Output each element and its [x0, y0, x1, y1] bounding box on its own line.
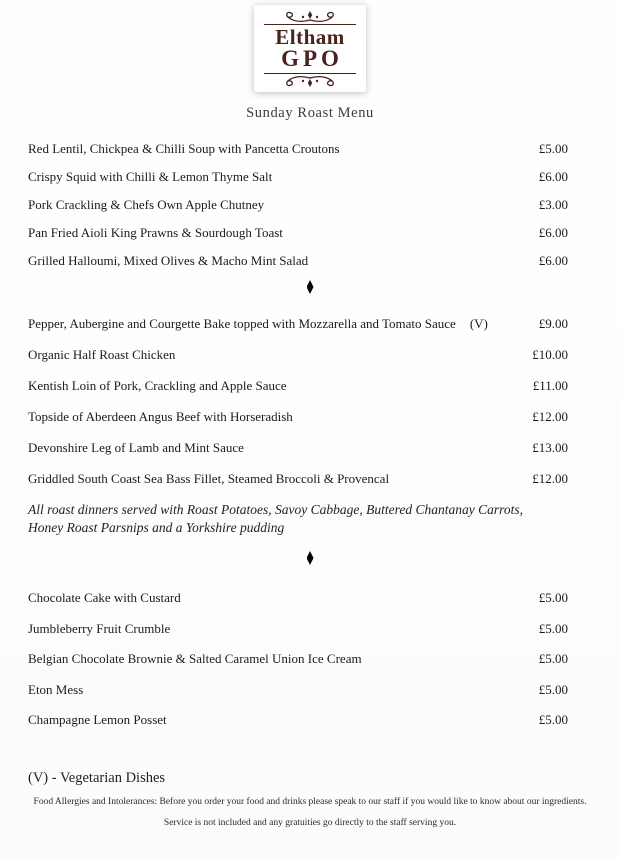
- menu-item-name: [28, 620, 170, 637]
- mains-section: [0, 315, 620, 487]
- menu-item-name: [28, 439, 244, 456]
- menu-item-name: [28, 168, 272, 185]
- menu-item-name: [28, 196, 264, 213]
- allergy-note: Food Allergies and Intolerances: Before you order your food and drinks please speak to our staff if you would like to know about our ingredients.: [33, 797, 587, 807]
- menu-item-row: [28, 681, 568, 698]
- menu-item-row: [28, 168, 568, 185]
- logo-text-line1: Eltham: [275, 25, 345, 49]
- menu-item-label: Jumbleberry Fruit Crumble: [28, 620, 171, 636]
- menu-item-label: Griddled South Coast Sea Bass Fillet, Steamed Broccoli & Provencal: [28, 471, 390, 486]
- vegetarian-tag: (V): [469, 316, 488, 331]
- menu-item-price: £6.00: [538, 169, 568, 184]
- menu-item-name: [28, 589, 181, 606]
- menu-item-row: [28, 252, 568, 269]
- menu-item-price: £5.00: [538, 141, 568, 156]
- menu-item-label: Eton Mess: [28, 681, 84, 697]
- section-divider: [0, 551, 620, 565]
- menu-item-label: Red Lentil, Chickpea & Chilli Soup with Pancetta Croutons: [28, 141, 340, 156]
- menu-item-price: £10.00: [532, 347, 568, 362]
- menu-item-name: [28, 408, 293, 425]
- menu-item-row: [28, 315, 568, 332]
- menu-item-row: [28, 470, 568, 487]
- menu-item-name: [28, 470, 389, 487]
- desserts-section: [0, 589, 620, 728]
- menu-item-row: [28, 408, 568, 425]
- menu-item-price: £6.00: [538, 253, 568, 268]
- menu-item-label: Crispy Squid with Chilli & Lemon Thyme Salt: [28, 169, 273, 184]
- diamond-divider-icon: [307, 551, 314, 565]
- menu-item-price: £6.00: [538, 225, 568, 240]
- menu-item-row: [28, 196, 568, 213]
- menu-item-label: Devonshire Leg of Lamb and Mint Sauce: [28, 440, 244, 455]
- menu-item-label: Pork Crackling & Chefs Own Apple Chutney: [28, 197, 265, 212]
- menu-item-row: [28, 439, 568, 456]
- menu-item-price: £5.00: [538, 712, 568, 727]
- restaurant-logo: [254, 5, 366, 92]
- logo-bottom-rule: [264, 73, 356, 74]
- menu-item-row: [28, 140, 568, 157]
- menu-item-label: Organic Half Roast Chicken: [28, 347, 176, 362]
- menu-item-name: [28, 681, 83, 698]
- section-divider: [0, 280, 620, 294]
- menu-item-label: Champagne Lemon Posset: [28, 712, 167, 727]
- menu-item-name: [28, 224, 283, 241]
- menu-item-label: Pan Fried Aioli King Prawns & Sourdough Toast: [28, 225, 283, 240]
- flourish-ornament-icon: [262, 75, 358, 88]
- menu-item-name: [28, 252, 308, 269]
- menu-item-name: [28, 711, 167, 728]
- menu-item-name: [28, 140, 340, 157]
- starters-section: [0, 140, 620, 269]
- menu-item-price: £9.00: [538, 316, 568, 331]
- menu-item-name: [28, 650, 362, 667]
- roast-accompaniments-note: All roast dinners served with Roast Potatoes, Savoy Cabbage, Buttered Chantanay Carrots, Honey Roast Parsnips and a Yorkshire pudding: [28, 502, 523, 535]
- menu-item-name: [28, 315, 488, 332]
- menu-item-row: [28, 650, 568, 667]
- menu-item-name: [28, 377, 287, 394]
- menu-item-row: [28, 589, 568, 606]
- menu-item-price: £12.00: [532, 471, 568, 486]
- menu-item-row: [28, 346, 568, 363]
- menu-item-row: [28, 224, 568, 241]
- menu-title: Sunday Roast Menu: [246, 105, 374, 121]
- menu-item-price: £5.00: [538, 590, 568, 605]
- service-note: Service is not included and any gratuities go directly to the staff serving you.: [163, 818, 457, 828]
- menu-item-row: [28, 711, 568, 728]
- menu-item-name: [28, 346, 175, 363]
- menu-item-label: Belgian Chocolate Brownie & Salted Caramel Union Ice Cream: [28, 651, 362, 666]
- menu-item-price: £3.00: [538, 197, 568, 212]
- vegetarian-legend: (V) - Vegetarian Dishes: [28, 770, 166, 786]
- menu-item-price: £12.00: [532, 409, 568, 424]
- menu-item-label: Pepper, Aubergine and Courgette Bake topped with Mozzarella and Tomato Sauce: [28, 316, 456, 331]
- menu-item-row: [28, 377, 568, 394]
- menu-item-label: Kentish Loin of Pork, Crackling and Apple Sauce: [28, 378, 287, 393]
- menu-item-price: £13.00: [532, 440, 568, 455]
- menu-item-price: £5.00: [538, 681, 568, 697]
- menu-item-price: £5.00: [538, 651, 568, 666]
- menu-item-label: Chocolate Cake with Custard: [28, 590, 181, 605]
- menu-item-price: £11.00: [532, 378, 568, 393]
- menu-item-price: £5.00: [538, 620, 568, 636]
- menu-item-label: Topside of Aberdeen Angus Beef with Horseradish: [28, 409, 293, 424]
- logo-text-line2: GPO: [281, 46, 343, 71]
- flourish-ornament-icon: [262, 10, 358, 23]
- diamond-divider-icon: [307, 280, 314, 294]
- menu-header: [0, 0, 620, 122]
- menu-body: [0, 140, 620, 728]
- menu-item-row: [28, 620, 568, 637]
- menu-item-label: Grilled Halloumi, Mixed Olives & Macho Mint Salad: [28, 253, 309, 268]
- menu-footer: [0, 770, 620, 829]
